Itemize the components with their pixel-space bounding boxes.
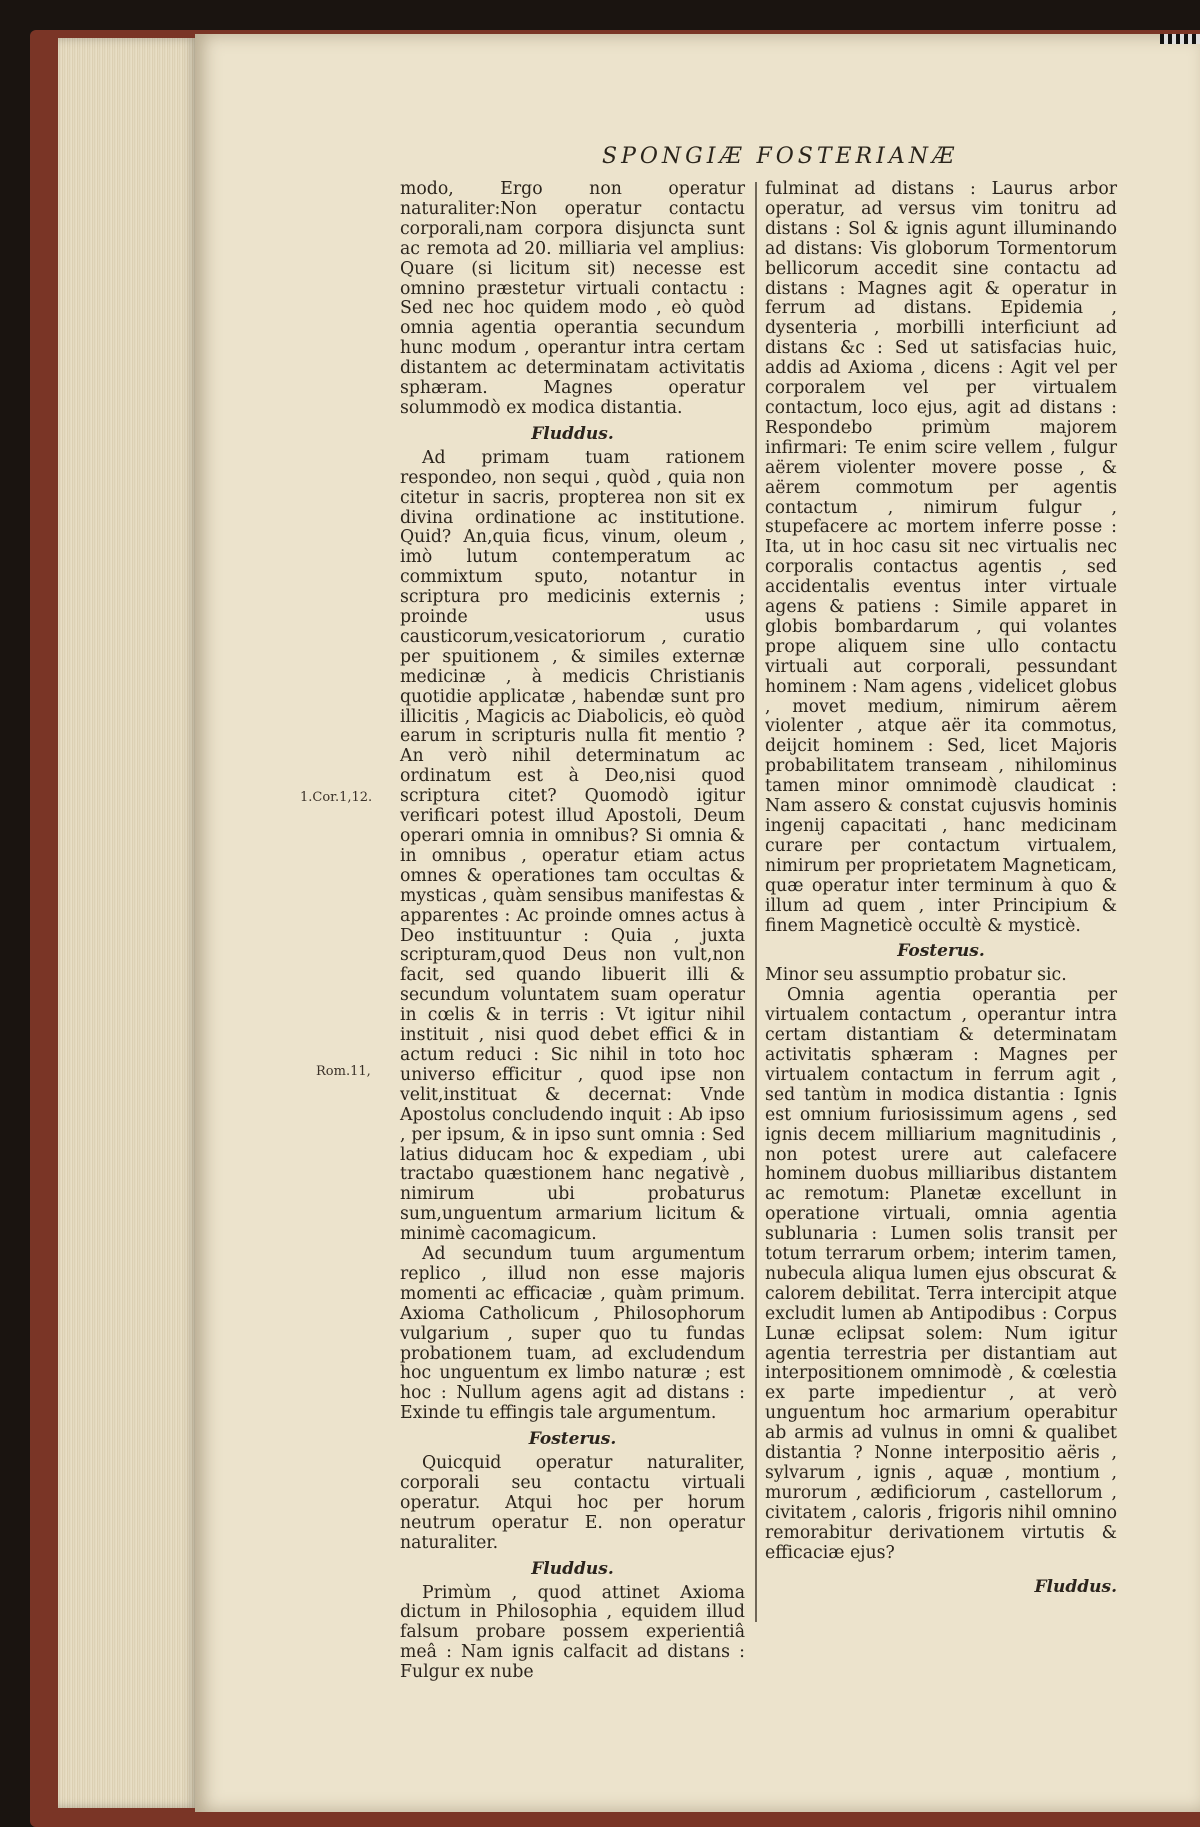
speaker-heading: Fluddus. (531, 1558, 614, 1579)
paragraph: Minor seu assumptio probatur sic. (765, 965, 1067, 986)
speaker-heading: Fosterus. (528, 1429, 617, 1450)
paragraph: modo, Ergo non operatur naturaliter:Non operatur contactu corporali,nam corpora disjuncta sunt ac remota ad 20. milliaria vel amplius: Quare (si licitum sit) necesse est omnino præstetur virtuali contactu : Sed nec hoc quidem modo , eò quòd omnia agentia operantia secundum hunc modum , operantur intra certam distantem ac determinatam activitatis sphæram. Magnes operatur solummodò ex modica distantia. (400, 179, 745, 418)
speaker-heading: Fluddus. (1034, 1576, 1117, 1597)
paragraph: Omnia agentia operantia per virtualem contactum , operantur intra certam distantiam & determinatam activitatis sphæram : Magnes per virtualem contactum in ferrum agit , sed tantùm in modica distantia : Ignis est omnium furiosissimum agens , sed ignis decem milliarium magnitudinis , non potest urere aut calefacere hominem duobus milliaribus distantem ac remotum: Planetæ excellunt in operatione virtuali, omnia agentia sublunaria : Lumen solis transit per totum terrarum orbem; interim tamen, nubecula aliqua lumen ejus obscurat & calorem debilitat. Terra intercipit atque excludit lumen ab Antipodibus : Corpus Lunæ eclipsat solem: Num igitur agentia terrestria per distantiam aut interpositionem omnimodè , & cœlestia ex parte impedientur , at verò unguentum hoc armarium operabitur ab armis ad vulnus in omni & qualibet distantia ? Nonne interpositio aëris , sylvarum , ignis , aquæ , montium , murorum , ædificiorum , castellorum , civitatem , caloris , frigoris nihil omnino remorabitur derivationem virtutis & efficaciæ ejus? (765, 985, 1117, 1563)
paragraph: Ad secundum tuum argumentum replico , illud non esse majoris momenti ac efficaciæ , quàm primum. Axioma Catholicum , Philosophorum vulgarium , super quo tu fundas probationem tuam, ad excludendum hoc unguentum ex limbo naturæ ; est hoc : Nullum agens agit ad distans : Exinde tu effingis tale argumentum. (400, 1244, 745, 1424)
margin-note-rom: Rom.11, (316, 1064, 371, 1079)
margin-note-1cor: 1.Cor.1,12. (300, 790, 373, 805)
paragraph: Quicquid operatur naturaliter, corporali seu contactu virtuali operatur. Atqui hoc per horum neutrum operatur E. non operatur naturaliter. (400, 1453, 745, 1553)
speaker-heading: Fluddus. (531, 423, 614, 444)
column-rule (755, 182, 757, 1622)
paragraph: fulminat ad distans : Laurus arbor operatur, ad versus vim tonitru ad distans : Sol & ignis agunt illuminando ad distans: Vis globorum Tormentorum bellicorum accedit sine contactu ad distans : Magnes agit & operatur in ferrum ad distans. Epidemia , dysenteria , morbilli interficiunt ad distans &c : Sed ut satisfacias huic, addis ad Axioma , dicens : Agit vel per corporalem vel per virtualem contactum, loco ejus, agit ad distans : Respondebo primùm majorem infirmari: Te enim scire vellem , fulgur aërem violenter movere posse , & aërem commotum per agentis contactum , nimirum fulgur , stupefacere ac mortem inferre posse : Ita, ut in hoc casu sit nec virtualis nec corporalis contactus agentis , sed accidentalis eventus inter virtuale agens & patiens : Simile apparet in globis bombardarum , qui volantes prope aliquem sine ullo contactu virtuali aut corporali, pessundant hominem : Nam agens , videlicet globus , movet medium, nimirum aërem violenter , atque aër ita commotus, deijcit hominem : Sed, licet Majoris probabilitatem transeam , nihilominus tamen minor omnimodè claudicat : Nam assero & constat cujusvis hominis ingenij capacitati , hanc medicinam curare per contactum virtualem, nimirum per proprietatem Magneticam, quæ operatur inter terminum à quo & illum ad quem , inter Principium & finem Magneticè occultè & mysticè. (765, 179, 1117, 936)
right-column (765, 180, 1117, 1601)
paragraph: Primùm , quod attinet Axioma dictum in Philosophia , equidem illud falsum probare possem experientiâ meâ : Nam ignis calfacit ad distans : Fulgur ex nube (400, 1582, 745, 1683)
left-column (400, 180, 745, 1683)
page-edges (58, 38, 198, 1808)
running-head: SPONGIÆ FOSTERIANÆ (602, 144, 958, 169)
scale-ruler (1160, 34, 1200, 44)
speaker-heading: Fosterus. (897, 941, 985, 962)
paragraph: Ad primam tuam rationem respondeo, non sequi , quòd , quia non citetur in sacris, propterea non sit ex divina ordinatione ac institutione. Quid? An,quia ficus, vinum, oleum , imò lutum contemperatum ac commixtum sputo, notantur in scriptura pro medicinis externis ; proinde usus causticorum,vesicatoriorum , curatio per spuitionem , & similes externæ medicinæ , à medicis Christianis quotidie applicatæ , habendæ sunt pro illicitis , Magicis ac Diabolicis, eò quòd earum in scripturis nulla fit mentio ? An verò nihil determinatum ac ordinatum est à Deo,nisi quod scriptura citet? Quomodò igitur verificari potest illud Apostoli, Deum operari omnia in omnibus? Si omnia & in omnibus , operatur etiam actus omnes & operationes tam occultas & mysticas , quàm sensibus manifestas & apparentes : Ac proinde omnes actus à Deo instituuntur : Quia , juxta scripturam,quod Deus non vult,non facit, sed quando libuerit illi & secundum voluntatem suam operatur in cœlis & in terris : Vt igitur nihil instituit , nisi quod debet effici & in actum reduci : Sic nihil in toto hoc universo efficitur , quod ipse non velit,instituat & decernat: Vnde Apostolus concludendo inquit : Ab ipso , per ipsum, & in ipso sunt omnia : Sed latius diducam hoc & expediam , ubi tractabo quæstionem hanc negativè , nimirum ubi probaturus sum,unguentum armarium licitum & minimè cacomagicum. (400, 447, 745, 1245)
